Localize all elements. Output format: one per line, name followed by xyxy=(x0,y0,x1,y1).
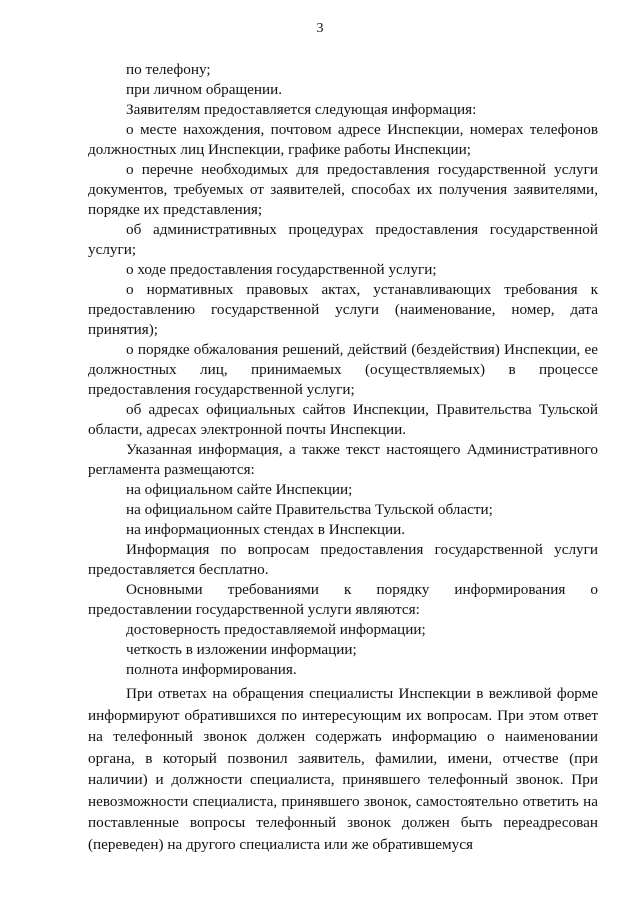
paragraph-1: по телефону; xyxy=(126,61,211,78)
paragraph-4: о месте нахождения, почтовом адресе Инспекции, номерах телефонов должностных лиц Инспекции, графике работы Инспекции; xyxy=(88,121,598,158)
paragraph-8: о нормативных правовых актах, устанавливающих требования к предоставлению государственной услуги (наименование, номер, дата принятия); xyxy=(88,281,598,338)
paragraph-7: о ходе предоставления государственной услуги; xyxy=(126,261,437,278)
document-body xyxy=(88,60,598,855)
paragraph-2: при личном обращении. xyxy=(126,81,283,98)
paragraph-3: Заявителям предоставляется следующая информация: xyxy=(126,101,477,118)
paragraph-5: о перечне необходимых для предоставления государственной услуги документов, требуемых от заявителей, способах их получения заявителями, порядке их представления; xyxy=(88,161,598,218)
paragraph-15: Информация по вопросам предоставления государственной услуги предоставляется бесплатно. xyxy=(88,541,598,578)
paragraph-12: на официальном сайте Инспекции; xyxy=(126,481,353,498)
paragraph-16: Основными требованиями к порядку информирования о предоставлении государственной услуги являются: xyxy=(88,581,598,618)
paragraph-11: Указанная информация, а также текст настоящего Административного регламента размещаются: xyxy=(88,441,598,478)
paragraph-10: об адресах официальных сайтов Инспекции, Правительства Тульской области, адресах электронной почты Инспекции. xyxy=(88,401,598,438)
paragraph-19: полнота информирования. xyxy=(126,661,297,678)
paragraph-17: достоверность предоставляемой информации; xyxy=(126,621,426,638)
paragraph-14: на информационных стендах в Инспекции. xyxy=(126,521,406,538)
paragraph-20: При ответах на обращения специалисты Инспекции в вежливой форме информируют обратившихся по интересующим их вопросам. При этом ответ на телефонный звонок должен содержать информацию о наименовании органа, в который позвонил заявитель, фамилии, имени, отчестве (при наличии) и должности специалиста, принявшего телефонный звонок. При невозможности специалиста, принявшего звонок, самостоятельно ответить на поставленные вопросы телефонный звонок должен быть переадресован (переведен) на другого специалиста или же обратившемуся xyxy=(88,685,598,853)
page-number: 3 xyxy=(316,21,324,36)
paragraph-18: четкость в изложении информации; xyxy=(126,641,357,658)
paragraph-13: на официальном сайте Правительства Тульской области; xyxy=(126,501,493,518)
paragraph-6: об административных процедурах предоставления государственной услуги; xyxy=(88,221,598,258)
paragraph-9: о порядке обжалования решений, действий (бездействия) Инспекции, ее должностных лиц, принимаемых (осуществляемых) в процессе предоставления государственной услуги; xyxy=(88,341,598,398)
